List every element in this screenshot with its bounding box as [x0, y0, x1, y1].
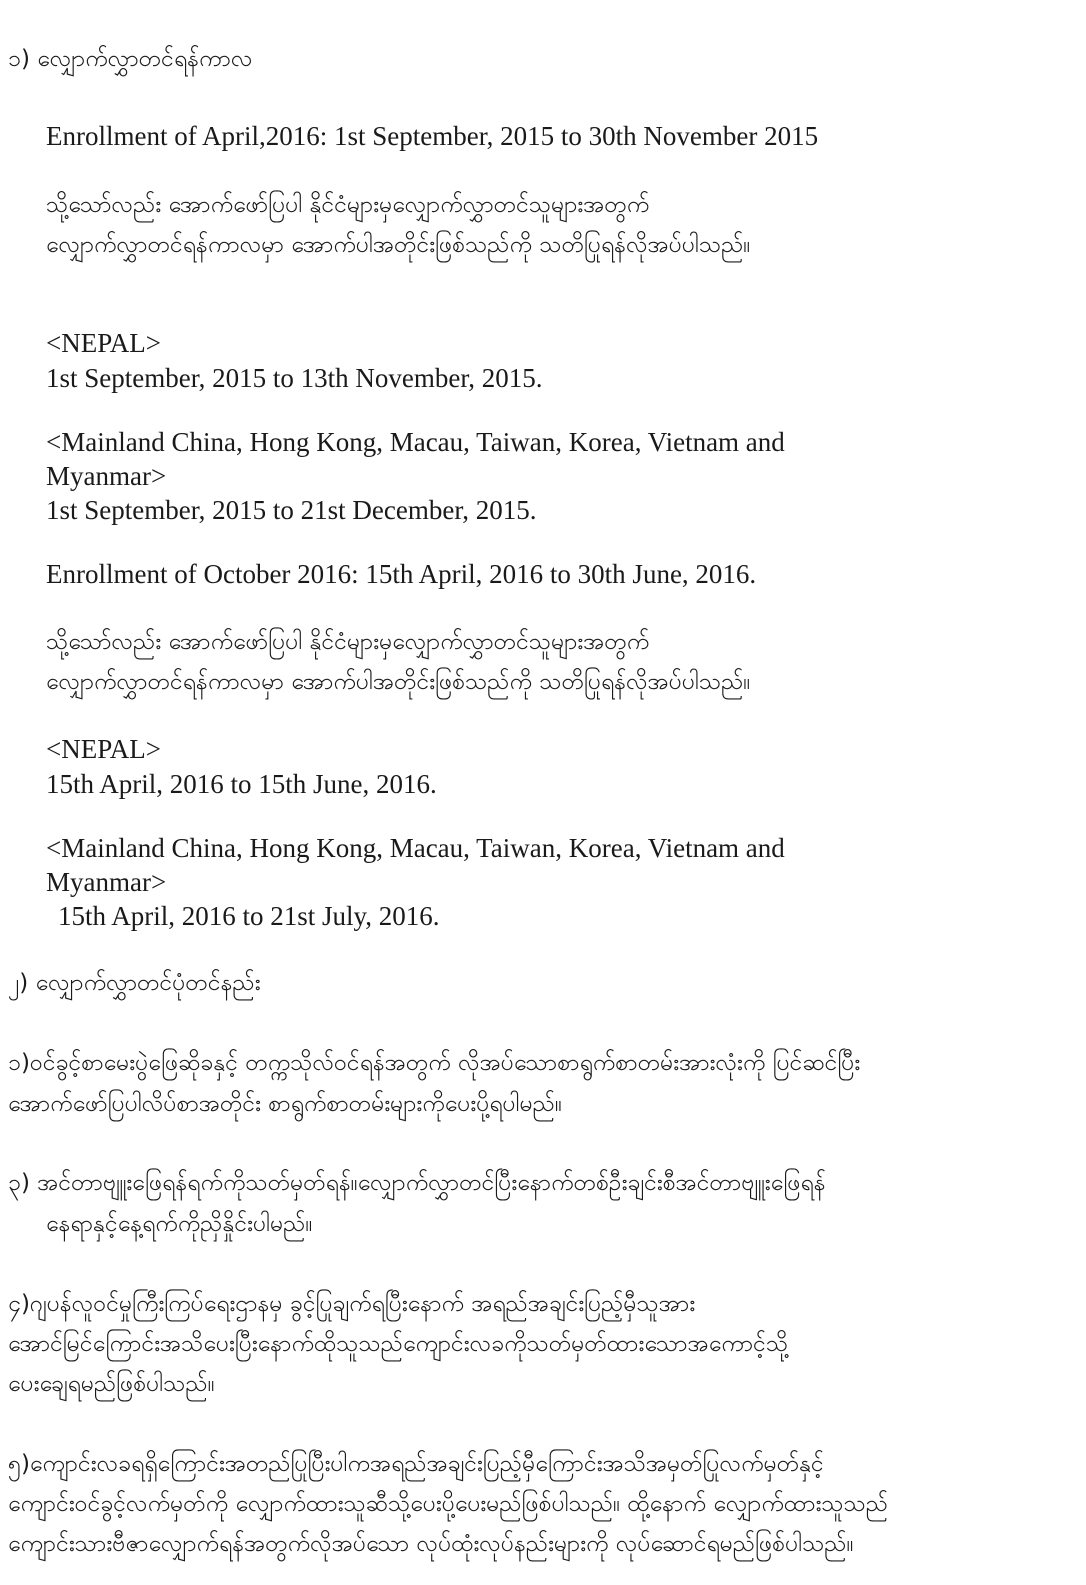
step-4-line-1: ၅)ကျောင်းလခရရှိကြောင်းအတည်ပြုပြီးပါကအရည်အချင်းပြည့်မှီကြောင်းအသိအမှတ်ပြုလက်မှတ်နှင့် — [8, 1451, 824, 1477]
nepal-label-2: <NEPAL> — [46, 734, 161, 764]
step-2-line-1: ၃) အင်တာဗျူးဖြေရန်ရက်ကိုသတ်မှတ်ရန်။လျှောက်လွှာတင်ပြီးနောက်တစ်ဦးချင်းစီအင်တာဗျူးဖြေရန် — [8, 1170, 826, 1196]
mainland-label-2a: <Mainland China, Hong Kong, Macau, Taiwan, Korea, Vietnam and — [46, 833, 785, 863]
step-1-line-1: ၁)ဝင်ခွင့်စာမေးပွဲဖြေဆိုခနှင့် တက္ကသိုလ်ဝင်ရန်အတွက် လိုအပ်သောစာရွက်စာတမ်းအားလုံးကို ပြင်ဆင်ပြီး — [8, 1050, 861, 1076]
mainland-label-2b: Myanmar> — [46, 867, 167, 897]
step-2-line-2: နေရာနှင့်နေ့ရက်ကိုညှိနှိုင်းပါမည်။ — [46, 1211, 313, 1237]
enrollment-april-line: Enrollment of April,2016: 1st September, 2015 to 30th November 2015 — [46, 121, 819, 151]
mainland-label-1a: <Mainland China, Hong Kong, Macau, Taiwan, Korea, Vietnam and — [46, 427, 785, 457]
step-3-line-2: အောင်မြင်ကြောင်းအသိပေးပြီးနောက်ထိုသူသည်ကျောင်းလခကိုသတ်မှတ်ထားသောအကောင့်သို့ — [8, 1331, 789, 1357]
step-1-line-2: အောက်ဖော်ပြပါလိပ်စာအတိုင်း စာရွက်စာတမ်းများကိုပေးပို့ရပါမည်။ — [8, 1091, 562, 1117]
section-1-heading: ၁) လျှောက်လွှာတင်ရန်ကာလ — [8, 46, 253, 72]
section-2-heading: ၂) လျှောက်လွှာတင်ပုံတင်နည်း — [8, 970, 261, 996]
step-3-line-1: ၄)ဂျပန်လူဝင်မှုကြီးကြပ်ရေးဌာနမှ ခွင့်ပြုချက်ရပြီးနောက် အရည်အချင်းပြည့်မှီသူအား — [8, 1291, 696, 1317]
nepal-label-1: <NEPAL> — [46, 328, 161, 358]
step-4-line-2: ကျောင်းဝင်ခွင့်လက်မှတ်ကို လျှောက်ထားသူဆီသို့ပေးပို့ပေးမည်ဖြစ်ပါသည်။ ထို့နောက် လျှောက်ထားသူသည် — [8, 1491, 889, 1517]
mainland-dates-1: 1st September, 2015 to 21st December, 2015. — [46, 495, 537, 525]
note-a-line-2: လျှောက်လွှာတင်ရန်ကာလမှာ အောက်ပါအတိုင်းဖြစ်သည်ကို သတိပြုရန်လိုအပ်ပါသည်။ — [46, 232, 751, 258]
mainland-label-1b: Myanmar> — [46, 461, 167, 491]
enrollment-october-line: Enrollment of October 2016: 15th April, 2016 to 30th June, 2016. — [46, 559, 757, 589]
step-3-line-3: ပေးချေရမည်ဖြစ်ပါသည်။ — [8, 1371, 215, 1397]
step-4-line-3: ကျောင်းသားဗီဇာလျှောက်ရန်အတွက်လိုအပ်သော လုပ်ထုံးလုပ်နည်းများကို လုပ်ဆောင်ရမည်ဖြစ်ပါသည်။ — [8, 1531, 854, 1557]
nepal-dates-2: 15th April, 2016 to 15th June, 2016. — [46, 769, 437, 799]
nepal-dates-1: 1st September, 2015 to 13th November, 2015. — [46, 363, 543, 393]
note-b-line-1: သို့သော်လည်း အောက်ဖော်ပြပါ နိုင်ငံများမှလျှောက်လွှာတင်သူများအတွက် — [46, 629, 650, 655]
note-a-line-1: သို့သော်လည်း အောက်ဖော်ပြပါ နိုင်ငံများမှလျှောက်လွှာတင်သူများအတွက် — [46, 192, 650, 218]
note-b-line-2: လျှောက်လွှာတင်ရန်ကာလမှာ အောက်ပါအတိုင်းဖြစ်သည်ကို သတိပြုရန်လိုအပ်ပါသည်။ — [46, 669, 751, 695]
mainland-dates-2: 15th April, 2016 to 21st July, 2016. — [58, 901, 440, 931]
